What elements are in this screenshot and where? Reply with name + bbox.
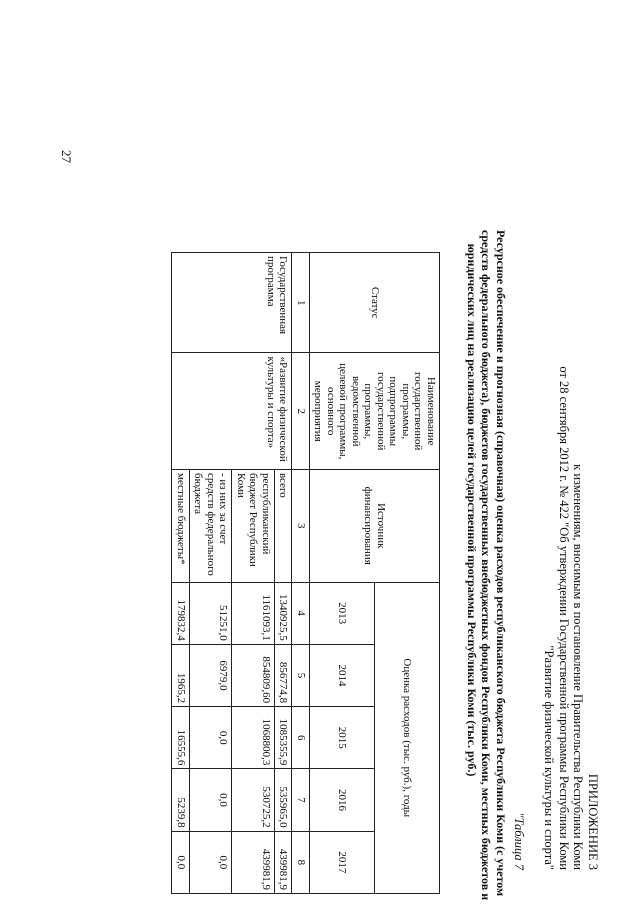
value-cell: 854809,60	[232, 644, 275, 706]
header-year: 2017	[310, 831, 375, 893]
value-cell: 439981,9	[275, 831, 293, 893]
column-number-row	[292, 253, 310, 894]
value-cell: 5239,8	[172, 769, 190, 831]
value-cell: 439981,9	[232, 831, 275, 893]
source-cell: местные бюджеты*	[172, 470, 190, 583]
header-status: Статус	[310, 253, 440, 353]
column-number: 1	[292, 253, 310, 353]
title-line-2: средств федерального бюджета), бюджетов государственных внебюджетных фондов Республики Коми, местных бюджетов и	[479, 230, 494, 901]
appendix-line-1: к изменениям, вносимым в постановление Правительства Республики Коми	[571, 464, 586, 870]
value-cell: 1068800,3	[232, 707, 275, 769]
column-number: 5	[292, 644, 310, 706]
column-number: 2	[292, 353, 310, 470]
appendix-title: ПРИЛОЖЕНИЕ 3	[586, 773, 600, 870]
appendix-header	[542, 350, 600, 870]
value-cell: 0,0	[172, 831, 190, 893]
value-cell: 6979,0	[190, 644, 233, 706]
value-cell: 1085355,9	[275, 707, 293, 769]
column-number: 3	[292, 470, 310, 583]
title-line-3: юридических лиц на реализацию целей государственной программы Республики Коми (тыс. руб.)	[465, 243, 479, 777]
value-cell: 51251,0	[190, 582, 233, 644]
column-number: 7	[292, 769, 310, 831]
value-cell: 1965,2	[172, 644, 190, 706]
title-line-1: Ресурсное обеспечение и прогнозная (справочная) оценка расходов республиканского бюджета Республики Коми (с учетом	[494, 230, 508, 897]
value-cell: 16555,6	[172, 707, 190, 769]
source-cell: всего	[275, 470, 293, 583]
source-cell: - из них за счет средств федерального бюджета	[190, 470, 233, 583]
value-cell: 0,0	[190, 831, 233, 893]
program-name-cell: «Развитие физической культуры и спорта»	[172, 353, 292, 470]
value-cell: 0,0	[190, 707, 233, 769]
funding-table	[172, 252, 441, 894]
column-number: 8	[292, 831, 310, 893]
header-source: Источник финансирования	[310, 470, 440, 583]
value-cell: 856774,8	[275, 644, 293, 706]
appendix-line-3: "Развитие физической культуры и спорта"	[542, 645, 557, 870]
header-year: 2014	[310, 644, 375, 706]
header-program-name: Наименование государственной программы, подпрограммы государственной программы, ведомственной целевой программы, основного мероприятия	[310, 353, 440, 470]
value-cell: 1340925,5	[275, 582, 293, 644]
value-cell: 1161093,1	[232, 582, 275, 644]
column-number: 4	[292, 582, 310, 644]
value-cell: 0,0	[190, 769, 233, 831]
value-cell: 535965,0	[275, 769, 293, 831]
column-number: 6	[292, 707, 310, 769]
table-label: "Таблица 7	[512, 812, 526, 870]
header-row-main	[375, 253, 440, 894]
header-estimate: Оценка расходов (тыс. руб.), годы	[375, 582, 440, 893]
value-cell: 179832,4	[172, 582, 190, 644]
page-number: 27	[59, 150, 74, 163]
table-row	[275, 253, 293, 894]
header-year: 2015	[310, 707, 375, 769]
status-cell: Государственная программа	[172, 253, 292, 353]
appendix-line-2: от 28 сентября 2012 г. № 422 "Об утверждении Государственной программы Республики Коми	[557, 366, 571, 870]
header-year: 2016	[310, 769, 375, 831]
source-cell: республиканский бюджет Республики Коми	[232, 470, 275, 583]
value-cell: 530725,2	[232, 769, 275, 831]
document-title	[465, 230, 509, 901]
header-year: 2013	[310, 582, 375, 644]
